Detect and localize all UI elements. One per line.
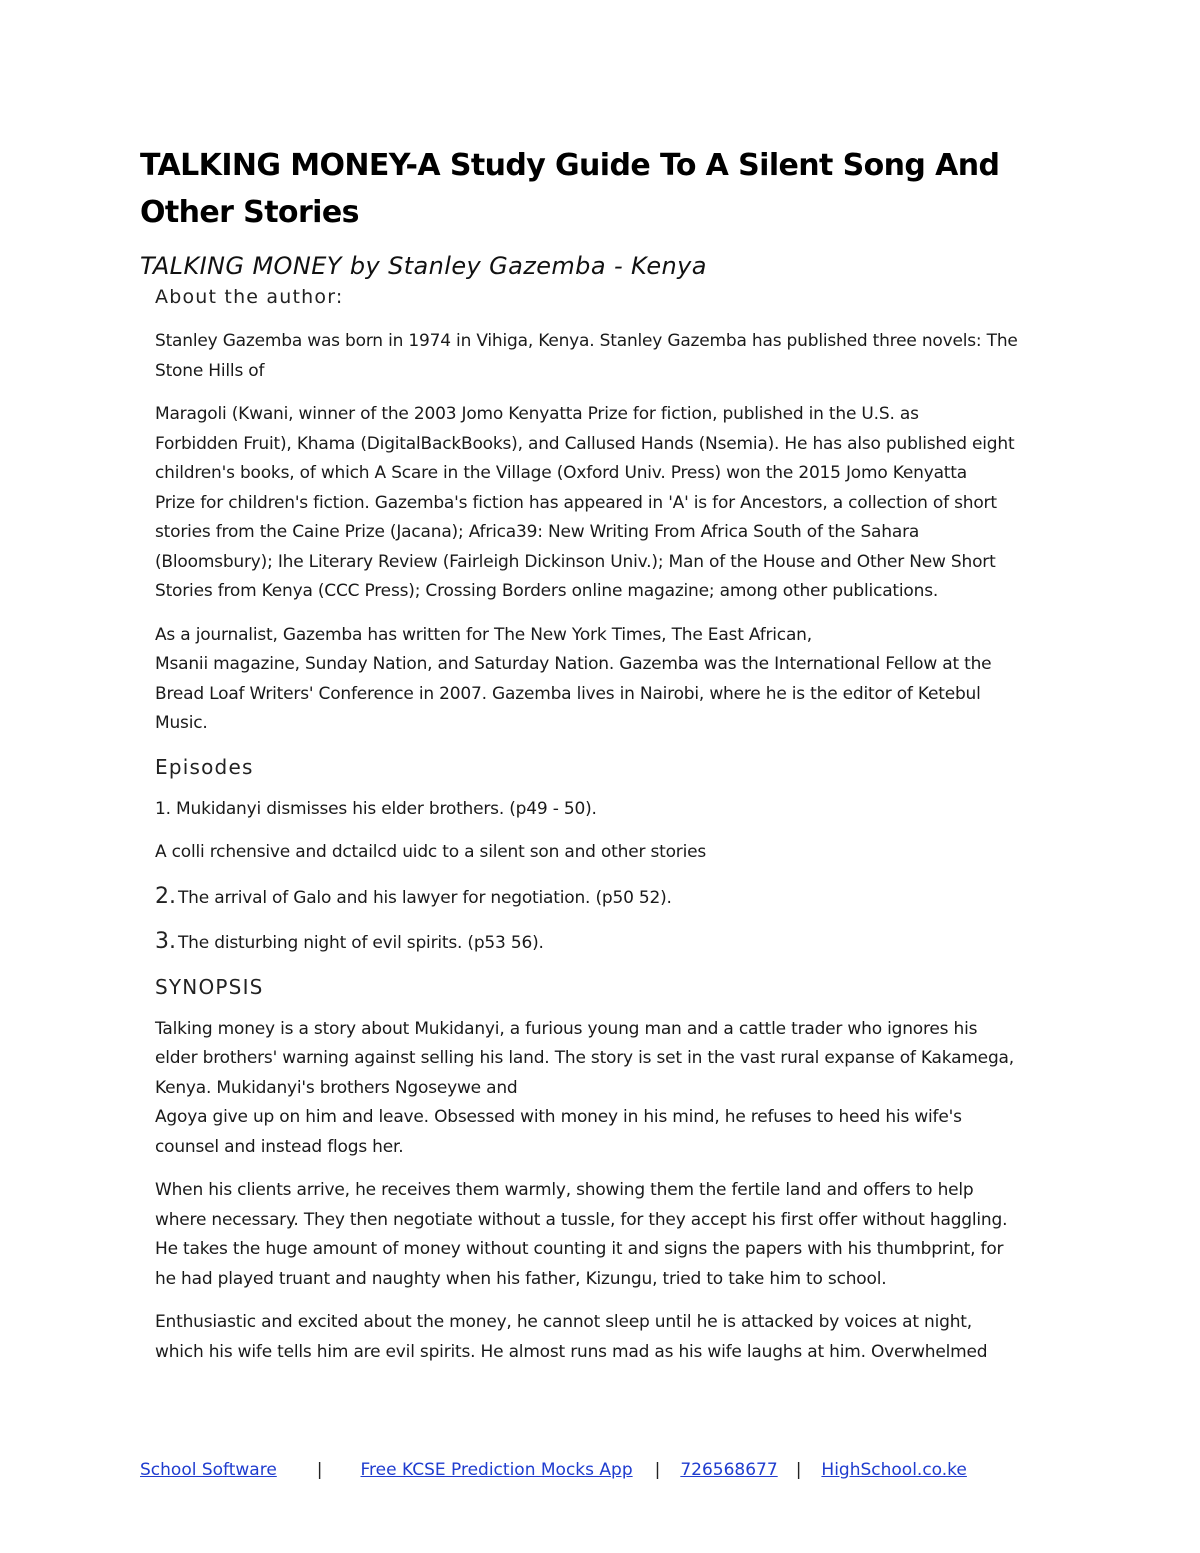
text-line: he had played truant and naughty when his father, Kizungu, tried to take him to school. [155,1268,887,1289]
episode-text: The disturbing night of evil spirits. (p53 56). [178,933,544,953]
text-line: As a journalist, Gazemba has written for The New York Times, The East African, [155,624,812,645]
text-line: When his clients arrive, he receives them warmly, showing them the fertile land and offers to help [155,1180,974,1200]
episode-item-1: 1. Mukidanyi dismisses his elder brothers. (p49 - 50). [155,798,597,819]
about-author-heading: About the author: [155,286,344,308]
text-line: Stanley Gazemba was born in 1974 in Vihiga, Kenya. Stanley Gazemba has published three novels: The [155,331,1018,351]
about-paragraph-2 [155,400,1055,607]
footer-link-school-software[interactable]: School Software [140,1460,277,1480]
episode-note: A colli rchensive and dctailcd uidc to a silent son and other stories [155,842,707,862]
footer-separator: | [654,1460,661,1480]
text-line: Enthusiastic and excited about the money, he cannot sleep until he is attacked by voices at night, [155,1312,972,1332]
footer-link-kcse-mocks-app[interactable]: Free KCSE Prediction Mocks App [360,1460,633,1480]
document-title: TALKING MONEY-A Study Guide To A Silent Song And Other Stories [140,148,1000,230]
text-line: Maragoli (Kwani, winner of the 2003 Jomo Kenyatta Prize for fiction, published in the U.S. as [155,404,919,424]
text-line: Stories from Kenya (CCC Press); Crossing Borders online magazine; among other publications. [155,581,939,601]
episode-number: 2. [155,883,176,909]
text-line: elder brothers' warning against selling his land. The story is set in the vast rural expanse of Kakamega, [155,1048,1014,1068]
text-line: counsel and instead flogs her. [155,1136,404,1157]
text-line: Bread Loaf Writers' Conference in 2007. Gazemba lives in Nairobi, where he is the editor of Ketebul [155,683,981,704]
episode-item-2 [155,882,1055,914]
footer-separator: | [795,1460,802,1480]
episode-item-3 [155,927,1055,959]
synopsis-paragraph-1 [155,1015,1055,1163]
synopsis-paragraph-2 [155,1176,1055,1294]
document-body [155,282,1055,1367]
about-paragraph-1 [155,327,1055,386]
text-line: where necessary. They then negotiate without a tussle, for they accept his first offer without haggling. [155,1209,1008,1230]
episodes-heading: Episodes [155,754,254,779]
text-line: Kenya. Mukidanyi's brothers Ngoseywe and [155,1077,518,1098]
text-line: Agoya give up on him and leave. Obsessed with money in his mind, he refuses to heed his wife's [155,1107,962,1127]
page-footer [140,1455,1080,1485]
text-line: Stone Hills of [155,360,265,381]
footer-separator: | [316,1460,323,1480]
text-line: which his wife tells him are evil spirits. He almost runs mad as his wife laughs at him. Overwhelmed [155,1341,988,1362]
text-line: Msanii magazine, Sunday Nation, and Saturday Nation. Gazemba was the International Fellow at the [155,654,992,674]
text-line: Forbidden Fruit), Khama (DigitalBackBooks), and Callused Hands (Nsemia). He has also published eight [155,433,1015,454]
synopsis-heading: SYNOPSIS [155,974,264,999]
footer-link-highschool[interactable]: HighSchool.co.ke [821,1460,967,1480]
text-line: children's books, of which A Scare in the Village (Oxford Univ. Press) won the 2015 Jomo Kenyatta [155,463,967,483]
text-line: stories from the Caine Prize (Jacana); Africa39: New Writing From Africa South of the Sahara [155,522,920,542]
text-line: Prize for children's fiction. Gazemba's fiction has appeared in 'A' is for Ancestors, a collection of short [155,492,997,513]
document-subtitle: TALKING MONEY by Stanley Gazemba - Kenya [140,252,707,280]
episode-number: 3. [155,929,176,954]
text-line: Music. [155,713,208,733]
synopsis-paragraph-3 [155,1308,1055,1367]
text-line: He takes the huge amount of money without counting it and signs the papers with his thumbprint, for [155,1239,1004,1259]
text-line: (Bloomsbury); Ihe Literary Review (Fairleigh Dickinson Univ.); Man of the House and Other New Short [155,551,996,572]
episode-text: The arrival of Galo and his lawyer for negotiation. (p50 52). [178,887,672,908]
text-line: Talking money is a story about Mukidanyi, a furious young man and a cattle trader who ignores his [155,1018,978,1039]
footer-link-phone[interactable]: 726568677 [680,1460,778,1480]
about-paragraph-3 [155,621,1055,739]
